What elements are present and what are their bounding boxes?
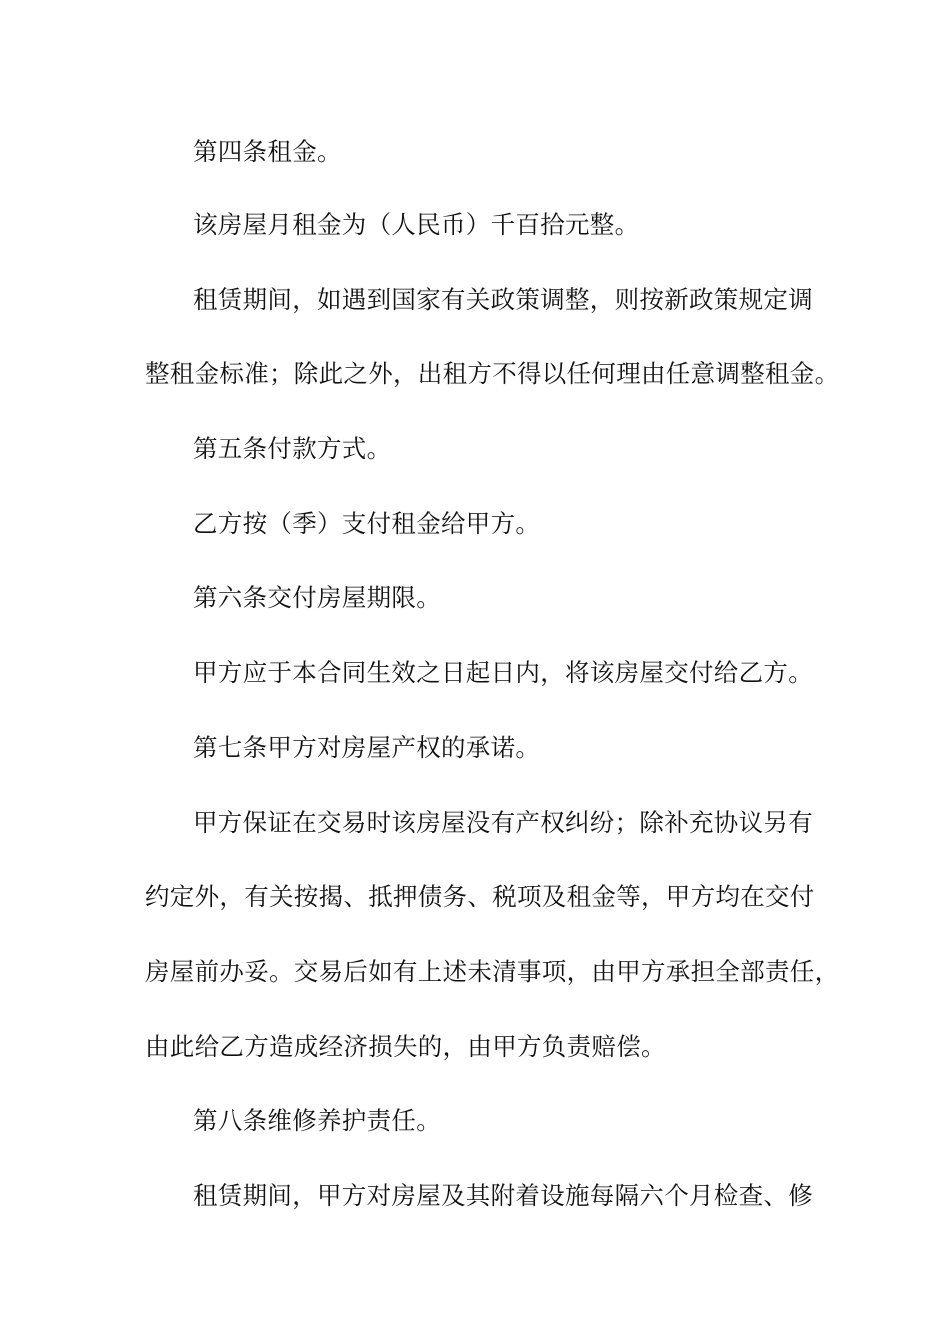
paragraph-line: 整租金标准；除此之外，出租方不得以任何理由任意调整租金。 bbox=[145, 359, 840, 388]
article-5-heading: 第五条付款方式。 bbox=[193, 434, 392, 463]
article-6-heading: 第六条交付房屋期限。 bbox=[193, 583, 441, 612]
article-8-heading: 第八条维修养护责任。 bbox=[193, 1106, 441, 1135]
paragraph-line: 甲方应于本合同生效之日起日内，将该房屋交付给乙方。 bbox=[193, 658, 813, 687]
paragraph-line: 租赁期间，如遇到国家有关政策调整，则按新政策规定调 bbox=[193, 285, 813, 314]
paragraph-line: 该房屋月租金为（人民币）千百拾元整。 bbox=[193, 210, 640, 239]
article-7-heading: 第七条甲方对房屋产权的承诺。 bbox=[193, 733, 541, 762]
paragraph-line: 甲方保证在交易时该房屋没有产权纠纷；除补充协议另有 bbox=[193, 808, 813, 837]
paragraph-line: 约定外，有关按揭、抵押债务、税项及租金等，甲方均在交付 bbox=[145, 882, 815, 911]
paragraph-line: 房屋前办妥。交易后如有上述未清事项，由甲方承担全部责任， bbox=[145, 957, 840, 986]
paragraph-line: 租赁期间，甲方对房屋及其附着设施每隔六个月检查、修 bbox=[193, 1181, 813, 1210]
paragraph-line: 由此给乙方造成经济损失的，由甲方负责赔偿。 bbox=[145, 1032, 666, 1061]
article-4-heading: 第四条租金。 bbox=[193, 137, 342, 166]
paragraph-line: 乙方按（季）支付租金给甲方。 bbox=[193, 509, 541, 538]
